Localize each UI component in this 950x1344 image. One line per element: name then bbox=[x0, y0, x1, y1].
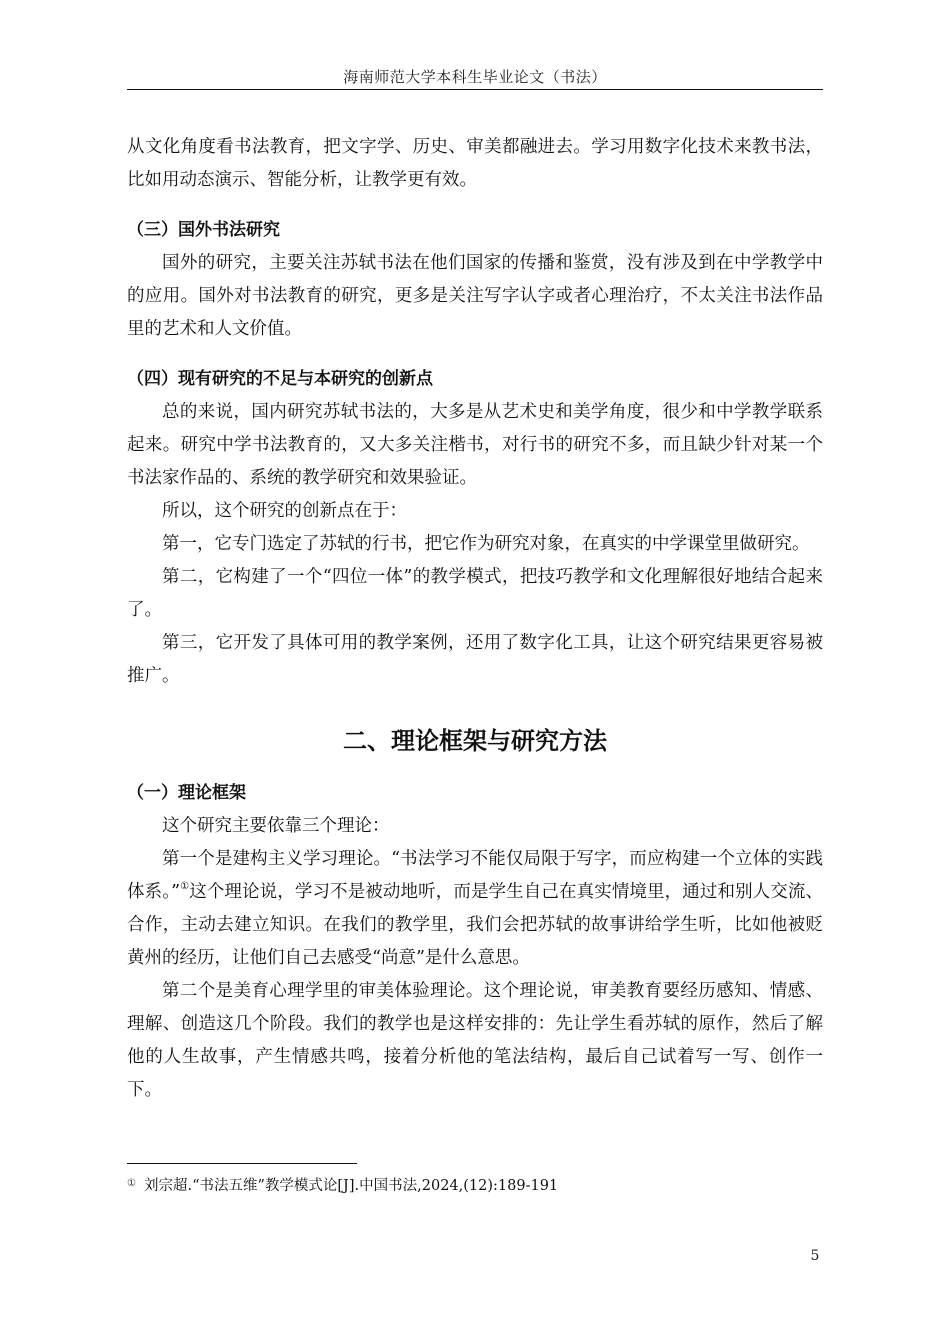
footnote-reference[interactable]: ① bbox=[180, 881, 190, 892]
paragraph-with-citation bbox=[127, 843, 823, 975]
paragraph: 第二，它构建了一个“四位一体”的教学模式，把技巧教学和文化理解很好地结合起来了。 bbox=[127, 567, 823, 620]
footnote-rule bbox=[127, 1163, 357, 1164]
paragraph: 第二个是美育心理学里的审美体验理论。这个理论说，审美教育要经历感知、情感、理解、创造这几个阶段。我们的教学也是这样安排的：先让学生看苏轼的原作，然后了解他的人生故事，产生情感共鸣，接着分析他的笔法结构，最后自己试着写一写、创作一下。 bbox=[127, 981, 823, 1100]
section-heading-theory: （一）理论框架 bbox=[127, 783, 246, 803]
chapter-heading: 二、理论框架与研究方法 bbox=[343, 727, 607, 755]
footnote-text: 刘宗超.“书法五维”教学模式论[J].中国书法,2024,(12):189-191 bbox=[143, 1178, 559, 1194]
running-header: 海南师范大学本科生毕业论文（书法） bbox=[343, 68, 607, 86]
header-rule bbox=[127, 89, 823, 90]
paragraph: 总的来说，国内研究苏轼书法的，大多是从艺术史和美学角度，很少和中学教学联系起来。研究中学书法教育的，又大多关注楷书，对行书的研究不多，而且缺少针对某一个书法家作品的、系统的教学研究和效果验证。 bbox=[127, 402, 823, 488]
paragraph: 第一，它专门选定了苏轼的行书，把它作为研究对象，在真实的中学课堂里做研究。 bbox=[162, 534, 810, 554]
section-heading-innovation: （四）现有研究的不足与本研究的创新点 bbox=[127, 369, 433, 389]
paragraph: 这个研究主要依靠三个理论： bbox=[162, 816, 390, 836]
paragraph-text: 这个理论说，学习不是被动地听，而是学生自己在真实情境里，通过和别人交流、合作，主动去建立知识。在我们的教学里，我们会把苏轼的故事讲给学生听，比如他被贬黄州的经历，让他们自己去感受“尚意”是什么意思。 bbox=[127, 882, 824, 968]
paragraph: 国外的研究，主要关注苏轼书法在他们国家的传播和鉴赏，没有涉及到在中学教学中的应用。国外对书法教育的研究，更多是关注写字认字或者心理治疗，不太关注书法作品里的艺术和人文价值。 bbox=[127, 253, 823, 339]
paragraph: 第三，它开发了具体可用的教学案例，还用了数字化工具，让这个研究结果更容易被推广。 bbox=[127, 633, 823, 686]
footnote bbox=[127, 1174, 823, 1195]
page-number: 5 bbox=[810, 1248, 820, 1264]
quote-text: 第一个是建构主义学习理论。“书法学习不能仅局限于写字，而应构建一个立体的实践体系。” bbox=[127, 849, 823, 902]
section-heading-foreign-research: （三）国外书法研究 bbox=[127, 220, 280, 240]
paragraph: 所以，这个研究的创新点在于： bbox=[162, 501, 407, 521]
body-text bbox=[127, 131, 823, 1107]
footnote-mark: ① bbox=[127, 1178, 136, 1189]
paragraph-continued: 从文化角度看书法教育，把文字学、历史、审美都融进去。学习用数字化技术来教书法，比如用动态演示、智能分析，让教学更有效。 bbox=[127, 137, 823, 190]
